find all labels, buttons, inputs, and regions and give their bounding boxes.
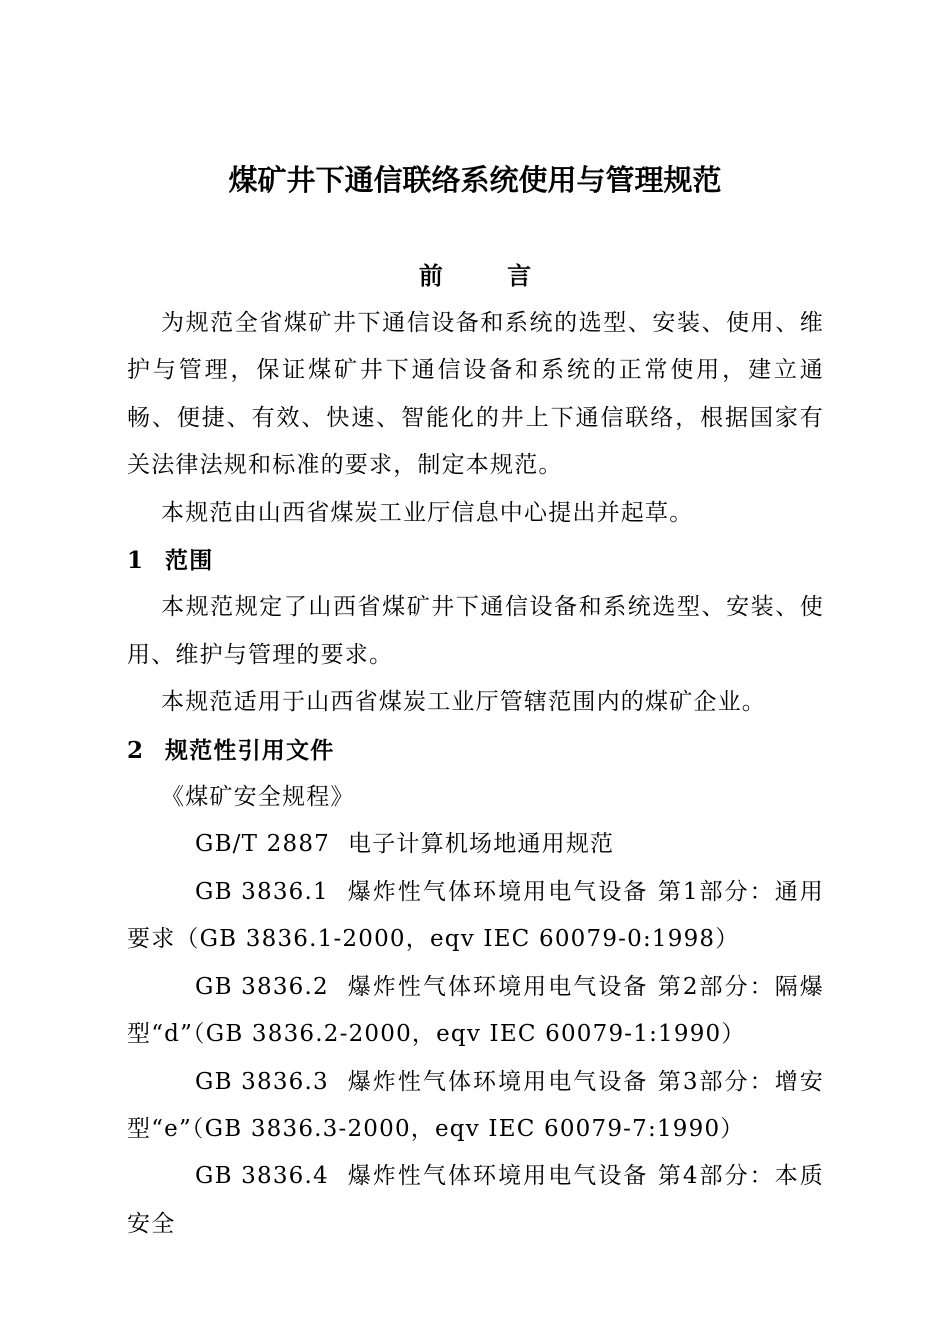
reference-item — [127, 1153, 824, 1248]
reference-code: GB/T 2887 — [195, 831, 331, 858]
reference-item — [127, 774, 824, 821]
reference-text: 爆炸性气体环境用电气设备 第1部分：通用要求（GB 3836.1-2000，eqv IEC 60079-0:1998） — [127, 878, 824, 953]
reference-code: GB 3836.4 — [195, 1163, 329, 1190]
section-heading-scope — [127, 537, 824, 584]
preface-paragraph-1: 为规范全省煤矿井下通信设备和系统的选型、安装、使用、维护与管理，保证煤矿井下通信设备和系统的正常使用，建立通畅、便捷、有效、快速、智能化的井上下通信联络，根据国家有关法律法规和标准的要求，制定本规范。 — [127, 310, 824, 479]
preface-paragraph-2: 本规范由山西省煤炭工业厅信息中心提出并起草。 — [161, 499, 694, 526]
reference-text: 爆炸性气体环境用电气设备 第2部分：隔爆型“d”（GB 3836.2-2000，eqv IEC 60079-1:1990） — [127, 973, 824, 1048]
reference-text: 电子计算机场地通用规范 — [348, 831, 615, 858]
document-title: 煤矿井下通信联络系统使用与管理规范 — [228, 163, 722, 197]
reference-item — [127, 821, 824, 868]
reference-code: GB 3836.3 — [195, 1068, 329, 1095]
preface-heading: 前 言 — [418, 261, 560, 290]
section-title: 范围 — [165, 547, 214, 575]
reference-text: 《煤矿安全规程》 — [161, 784, 355, 811]
section-number: 2 — [127, 736, 145, 764]
section-title: 规范性引用文件 — [165, 736, 335, 764]
section-number: 1 — [127, 547, 145, 575]
scope-paragraph-2: 本规范适用于山西省煤炭工业厅管辖范围内的煤矿企业。 — [161, 689, 766, 716]
reference-text: 爆炸性气体环境用电气设备 第4部分：本质安全 — [127, 1163, 824, 1237]
reference-text: 爆炸性气体环境用电气设备 第3部分：增安型“e”（GB 3836.3-2000，eqv IEC 60079-7:1990） — [127, 1068, 824, 1142]
reference-item — [127, 1059, 824, 1154]
reference-item — [127, 964, 824, 1059]
section-heading-references — [127, 727, 824, 774]
scope-paragraph-1: 本规范规定了山西省煤矿井下通信设备和系统选型、安装、使用、维护与管理的要求。 — [127, 594, 824, 668]
reference-item — [127, 869, 824, 964]
reference-code: GB 3836.1 — [195, 878, 329, 905]
reference-code: GB 3836.2 — [195, 973, 329, 1000]
document-body — [127, 300, 824, 1248]
